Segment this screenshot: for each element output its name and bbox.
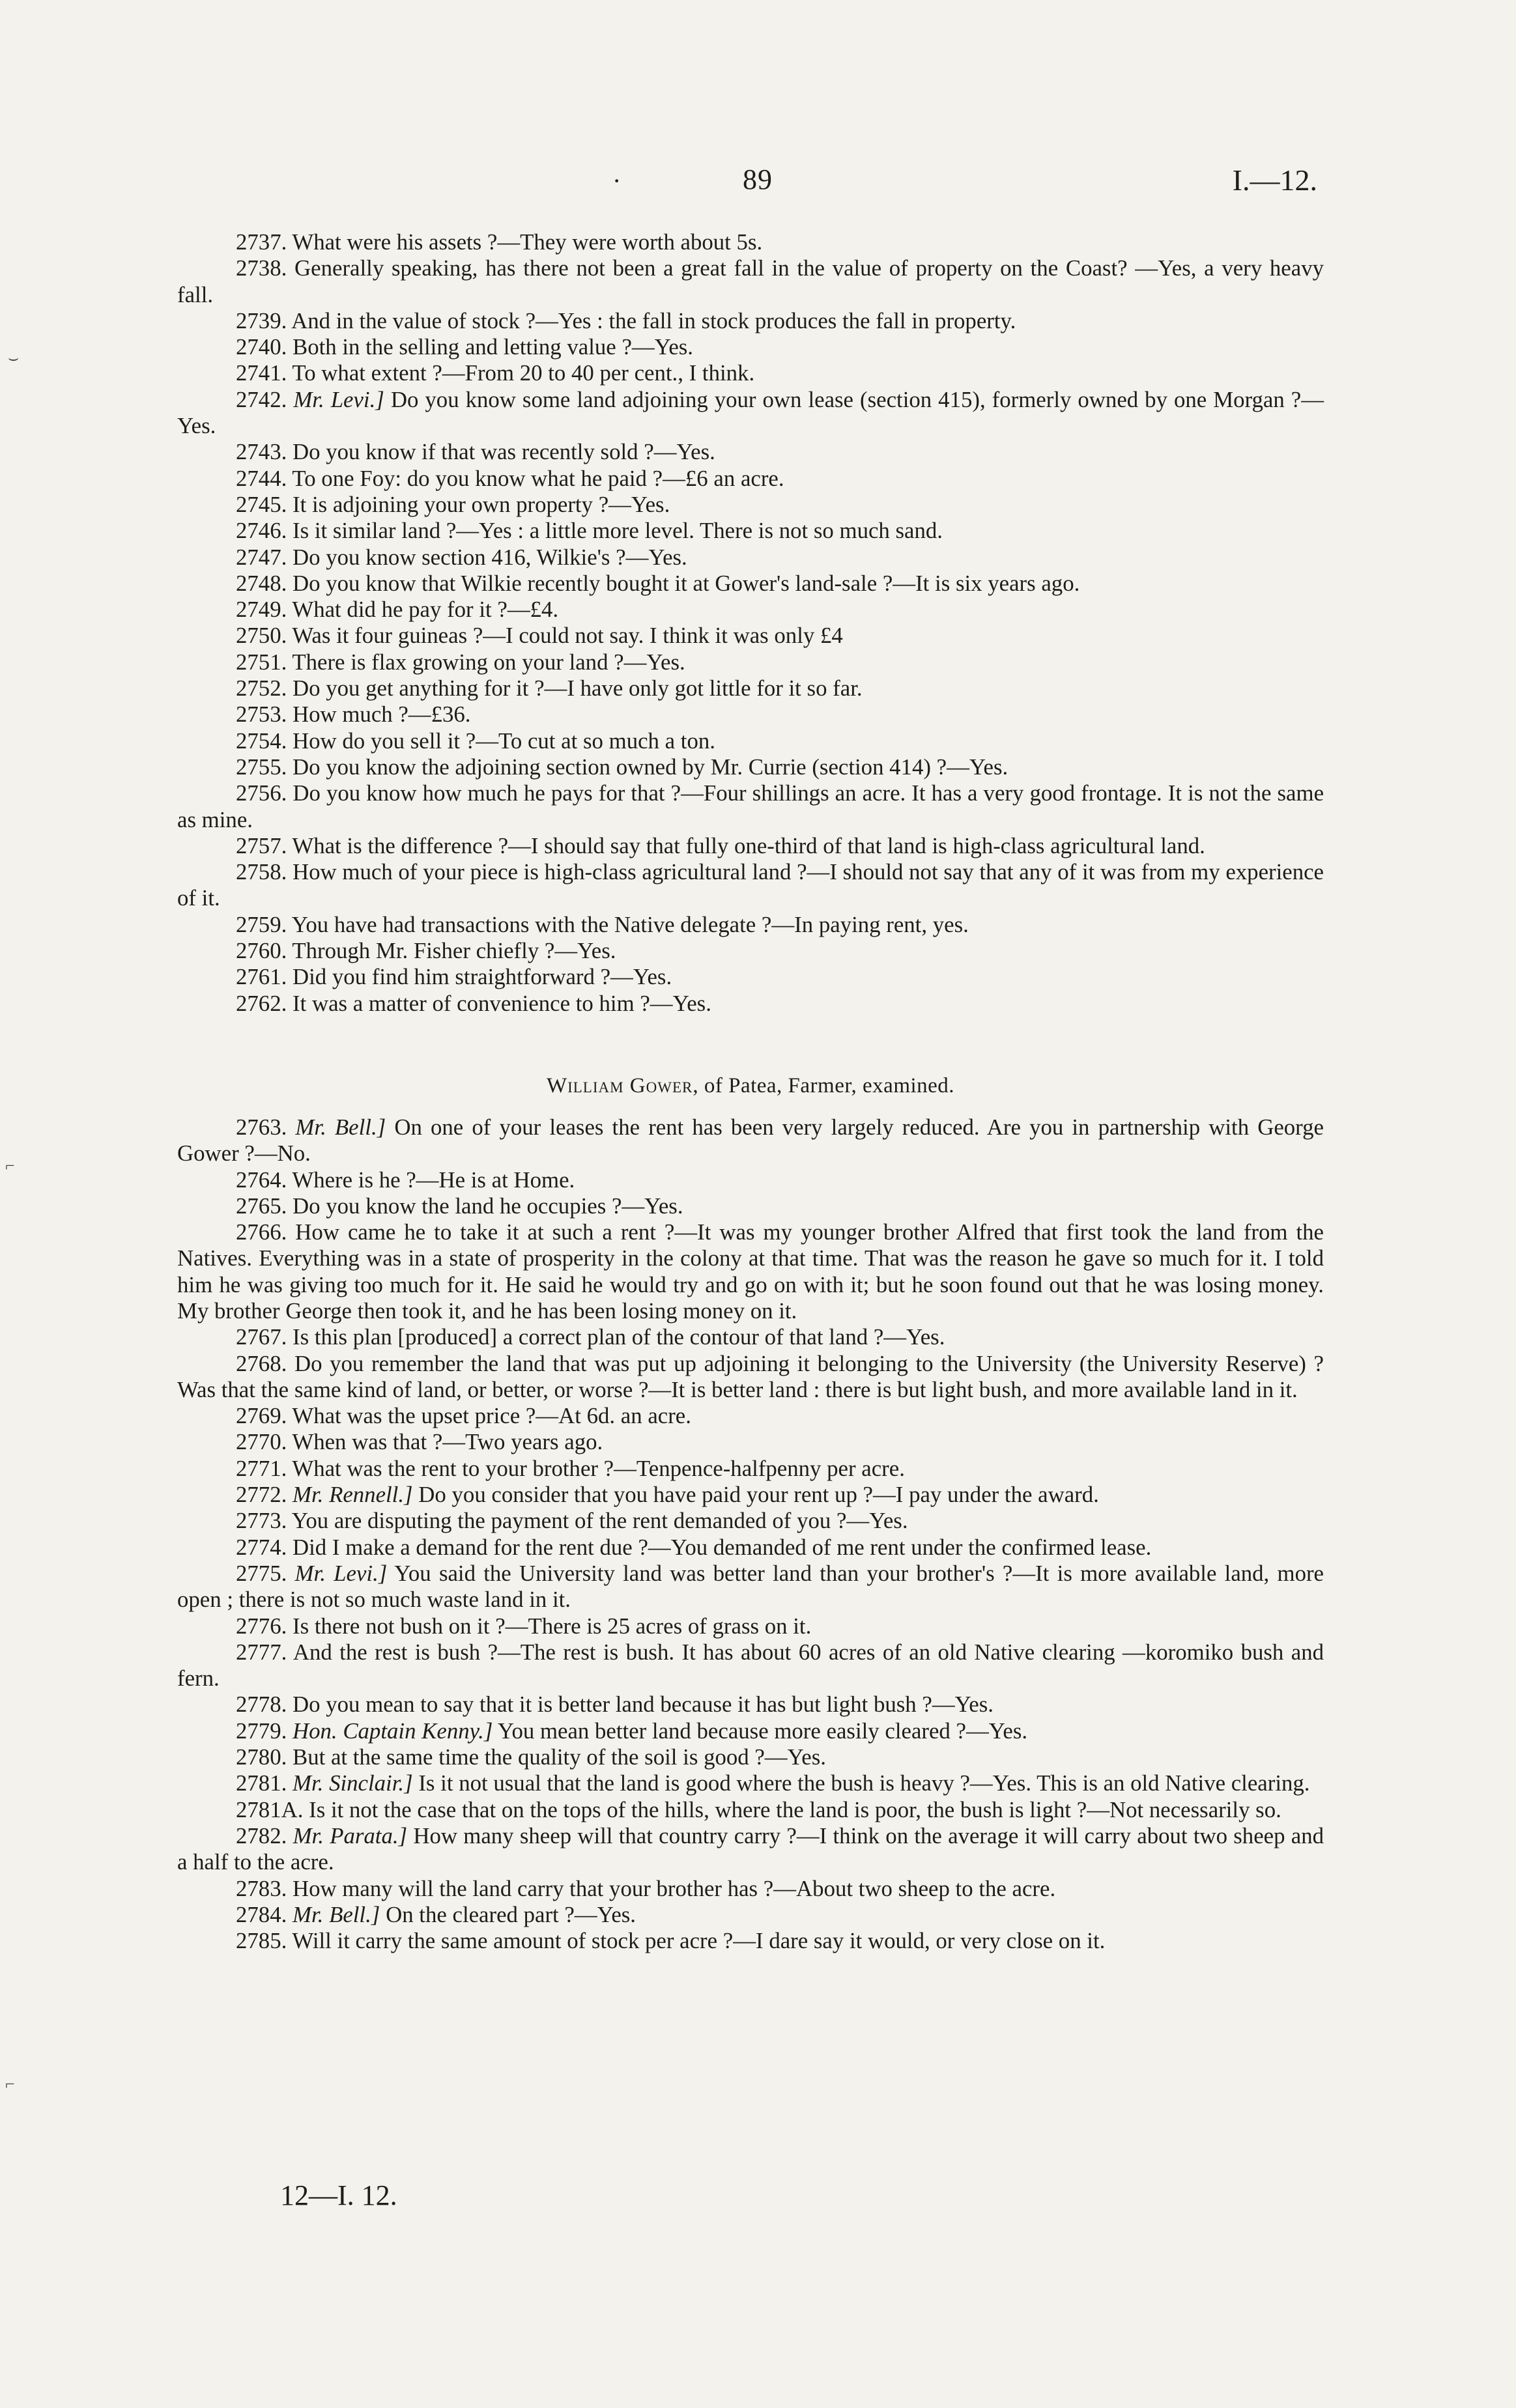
question-number: 2756. bbox=[236, 780, 287, 806]
question-answer bbox=[177, 1219, 1324, 1324]
question-number: 2776. bbox=[236, 1613, 287, 1639]
question-answer bbox=[177, 1613, 1324, 1639]
question-answer bbox=[177, 1508, 1324, 1534]
question-number: 2748. bbox=[236, 570, 287, 596]
question-text: But at the same time the quality of the soil is good ?—Yes. bbox=[293, 1744, 826, 1770]
question-answer bbox=[177, 360, 1324, 386]
question-number: 2755. bbox=[236, 754, 287, 780]
question-text: Do you know that Wilkie recently bought it at Gower's land-sale ?—It is six years ago. bbox=[293, 570, 1080, 596]
witness-description: , of Patea, Farmer, examined. bbox=[693, 1073, 955, 1098]
signature-mark: 12—I. 12. bbox=[280, 2179, 397, 2211]
question-text: Do you know the adjoining section owned by Mr. Currie (section 414) ?—Yes. bbox=[293, 754, 1008, 780]
speaker: Mr. Bell.] bbox=[293, 1901, 380, 1927]
question-number: 2763. bbox=[236, 1114, 287, 1140]
question-answer bbox=[177, 1928, 1324, 1954]
question-number: 2778. bbox=[236, 1692, 287, 1718]
question-text: Is this plan [produced] a correct plan of the contour of that land ?—Yes. bbox=[293, 1324, 945, 1350]
question-answer bbox=[177, 255, 1324, 308]
question-answer bbox=[177, 1823, 1324, 1876]
question-number: 2772. bbox=[236, 1482, 287, 1508]
question-number: 2784. bbox=[236, 1901, 287, 1927]
question-number: 2782. bbox=[236, 1822, 287, 1848]
question-number: 2739. bbox=[236, 307, 287, 333]
question-text: You mean better land because more easily cleared ?—Yes. bbox=[497, 1718, 1028, 1744]
witness-name: William Gower bbox=[546, 1073, 693, 1098]
question-answer bbox=[177, 1876, 1324, 1902]
question-answer bbox=[177, 1770, 1324, 1796]
question-number: 2758. bbox=[236, 859, 287, 885]
question-answer bbox=[177, 1351, 1324, 1404]
question-number: 2747. bbox=[236, 544, 287, 570]
question-answer bbox=[177, 833, 1324, 859]
question-answer bbox=[177, 754, 1324, 780]
question-number: 2779. bbox=[236, 1718, 287, 1744]
question-number: 2757. bbox=[236, 832, 287, 858]
question-text: What is the difference ?—I should say that fully one-third of that land is high-class agricultural land. bbox=[292, 832, 1205, 858]
question-answer bbox=[177, 1718, 1324, 1744]
speaker: Mr. Bell.] bbox=[295, 1114, 386, 1140]
question-answer bbox=[177, 1535, 1324, 1561]
question-text: How came he to take it at such a rent ?—It was my younger brother Alfred that first took the land from the Natives. Everything was in a state of prosperity in the colony at that time. That was the reason he gave so much for it. I told him he was giving too much for it. He said he would try and go on with it; but he soon found out that he was losing money. My brother George then took it, and he has been losing money on it. bbox=[177, 1219, 1324, 1324]
question-number: 2762. bbox=[236, 990, 287, 1016]
question-answer bbox=[177, 1482, 1324, 1508]
question-number: 2742. bbox=[236, 386, 287, 412]
question-number: 2769. bbox=[236, 1403, 287, 1429]
question-answer bbox=[177, 1692, 1324, 1718]
question-text: It is adjoining your own property ?—Yes. bbox=[293, 491, 670, 517]
speaker: Mr. Levi.] bbox=[293, 386, 384, 412]
question-text: It was a matter of convenience to him ?—Yes. bbox=[293, 990, 711, 1016]
question-number: 2759. bbox=[236, 911, 287, 937]
question-number: 2741. bbox=[236, 360, 287, 386]
question-text: Do you mean to say that it is better land because it has but light bush ?—Yes. bbox=[293, 1692, 994, 1718]
speaker: Mr. Parata.] bbox=[293, 1822, 408, 1848]
question-text: Do you know the land he occupies ?—Yes. bbox=[293, 1193, 683, 1219]
question-answer bbox=[177, 466, 1324, 492]
question-number: 2743. bbox=[236, 439, 287, 465]
question-number: 2785. bbox=[236, 1928, 287, 1954]
question-text: You are disputing the payment of the rent demanded of you ?—Yes. bbox=[291, 1508, 908, 1534]
question-number: 2780. bbox=[236, 1744, 287, 1770]
question-answer bbox=[177, 1902, 1324, 1928]
question-answer bbox=[177, 1193, 1324, 1219]
question-answer bbox=[177, 387, 1324, 440]
question-answer bbox=[177, 1429, 1324, 1455]
question-answer bbox=[177, 439, 1324, 465]
question-answer bbox=[177, 964, 1324, 990]
question-number: 2760. bbox=[236, 938, 287, 964]
question-text: Did I make a demand for the rent due ?—You demanded of me rent under the confirmed lease. bbox=[293, 1534, 1152, 1560]
question-text: On the cleared part ?—Yes. bbox=[386, 1901, 636, 1927]
question-answer bbox=[177, 545, 1324, 571]
question-answer bbox=[177, 1403, 1324, 1429]
question-text: What were his assets ?—They were worth about 5s. bbox=[292, 229, 763, 255]
question-text: And in the value of stock ?—Yes : the fall in stock produces the fall in property. bbox=[291, 307, 1016, 333]
question-answer bbox=[177, 623, 1324, 649]
question-text: Is it similar land ?—Yes : a little more level. There is not so much sand. bbox=[293, 518, 943, 544]
question-text: Do you get anything for it ?—I have only got little for it so far. bbox=[293, 675, 863, 701]
question-text: How much of your piece is high-class agricultural land ?—I should not say that any of it was from my experience of it. bbox=[177, 859, 1324, 911]
question-number: 2749. bbox=[236, 597, 287, 623]
question-number: 2750. bbox=[236, 623, 287, 649]
question-number: 2746. bbox=[236, 518, 287, 544]
question-text: Do you remember the land that was put up adjoining it belonging to the University (the University Reserve) ? Was that the same kind of land, or better, or worse ?—It is better land : there is but light bush, and more available land in it. bbox=[177, 1350, 1324, 1402]
question-answer bbox=[177, 1114, 1324, 1167]
question-answer bbox=[177, 1744, 1324, 1770]
question-answer bbox=[177, 308, 1324, 334]
question-text: What was the upset price ?—At 6d. an acre. bbox=[292, 1403, 691, 1429]
question-answer bbox=[177, 597, 1324, 623]
question-answer bbox=[177, 649, 1324, 675]
question-number: 2766. bbox=[236, 1219, 287, 1245]
speaker: Mr. Rennell.] bbox=[293, 1482, 413, 1508]
question-text: Is there not bush on it ?—There is 25 acres of grass on it. bbox=[293, 1613, 812, 1639]
question-text: Do you know if that was recently sold ?—Yes. bbox=[293, 439, 715, 465]
question-text: Generally speaking, has there not been a great fall in the value of property on the Coast? —Yes, a very heavy fall. bbox=[177, 255, 1324, 307]
examination-block-1 bbox=[177, 229, 1324, 1017]
question-answer bbox=[177, 1561, 1324, 1613]
question-answer bbox=[177, 1456, 1324, 1482]
question-text: Do you consider that you have paid your rent up ?—I pay under the award. bbox=[418, 1482, 1099, 1508]
speaker: Mr. Levi.] bbox=[294, 1560, 388, 1586]
question-answer bbox=[177, 701, 1324, 728]
question-text: Did you find him straightforward ?—Yes. bbox=[293, 964, 672, 990]
question-answer bbox=[177, 1797, 1324, 1823]
question-text: Is it not usual that the land is good where the bush is heavy ?—Yes. This is an old Native clearing. bbox=[418, 1770, 1310, 1796]
question-answer bbox=[177, 912, 1324, 938]
question-number: 2777. bbox=[236, 1639, 287, 1665]
question-text: You have had transactions with the Native delegate ?—In paying rent, yes. bbox=[291, 911, 969, 937]
question-answer bbox=[177, 229, 1324, 255]
question-answer bbox=[177, 780, 1324, 833]
margin-mark: ⌐ bbox=[5, 2075, 15, 2093]
question-text: Both in the selling and letting value ?—Yes. bbox=[293, 334, 694, 360]
question-number: 2753. bbox=[236, 701, 287, 728]
speaker: Mr. Sinclair.] bbox=[293, 1770, 413, 1796]
question-number: 2771. bbox=[236, 1455, 287, 1481]
question-answer bbox=[177, 334, 1324, 360]
question-text: Was it four guineas ?—I could not say. I think it was only £4 bbox=[292, 623, 843, 649]
question-text: There is flax growing on your land ?—Yes. bbox=[292, 649, 685, 675]
question-text: Through Mr. Fisher chiefly ?—Yes. bbox=[292, 938, 616, 964]
question-text: And the rest is bush ?—The rest is bush. It has about 60 acres of an old Native clearing —koromiko bush and fern. bbox=[177, 1639, 1324, 1692]
question-number: 2783. bbox=[236, 1875, 287, 1901]
question-text: Where is he ?—He is at Home. bbox=[292, 1167, 575, 1193]
question-answer bbox=[177, 938, 1324, 964]
question-number: 2764. bbox=[236, 1167, 287, 1193]
question-answer bbox=[177, 492, 1324, 518]
margin-mark: ⌐ bbox=[5, 1156, 15, 1175]
question-number: 2781. bbox=[236, 1770, 287, 1796]
document-body bbox=[177, 229, 1324, 1954]
question-number: 2754. bbox=[236, 728, 287, 754]
question-number: 2737. bbox=[236, 229, 287, 255]
question-number: 2775. bbox=[236, 1560, 287, 1586]
question-text: To what extent ?—From 20 to 40 per cent., I think. bbox=[292, 360, 755, 386]
speaker: Hon. Captain Kenny.] bbox=[293, 1718, 493, 1744]
question-number: 2752. bbox=[236, 675, 287, 701]
question-text: Do you know how much he pays for that ?—Four shillings an acre. It has a very good frontage. It is not the same as mine. bbox=[177, 780, 1324, 832]
question-number: 2768. bbox=[236, 1350, 287, 1376]
question-number: 2774. bbox=[236, 1534, 287, 1560]
question-text: You said the University land was better land than your brother's ?—It is more available land, more open ; there is not so much waste land in it. bbox=[177, 1560, 1324, 1613]
question-number: 2751. bbox=[236, 649, 287, 675]
question-number: 2765. bbox=[236, 1193, 287, 1219]
question-text: How much ?—£36. bbox=[293, 701, 471, 728]
question-answer bbox=[177, 675, 1324, 701]
question-answer bbox=[177, 518, 1324, 544]
question-number: 2770. bbox=[236, 1429, 287, 1455]
question-answer bbox=[177, 859, 1324, 912]
question-number: 2767. bbox=[236, 1324, 287, 1350]
question-number: 2773. bbox=[236, 1508, 287, 1534]
document-reference: I.—12. bbox=[1232, 163, 1317, 197]
question-text: What did he pay for it ?—£4. bbox=[292, 597, 559, 623]
question-answer bbox=[177, 1167, 1324, 1193]
question-number: 2744. bbox=[236, 465, 287, 491]
question-text: How many will the land carry that your brother has ?—About two sheep to the acre. bbox=[293, 1875, 1056, 1901]
question-text: How many sheep will that country carry ?—I think on the average it will carry about two sheep and a half to the acre. bbox=[177, 1822, 1324, 1875]
question-answer bbox=[177, 1324, 1324, 1350]
question-answer bbox=[177, 991, 1324, 1017]
examination-block-2 bbox=[177, 1114, 1324, 1955]
margin-mark: ⌣ bbox=[8, 348, 20, 367]
question-number: 2740. bbox=[236, 334, 287, 360]
question-text: How do you sell it ?—To cut at so much a ton. bbox=[293, 728, 715, 754]
question-text: What was the rent to your brother ?—Tenpence-halfpenny per acre. bbox=[292, 1455, 905, 1481]
question-number: 2761. bbox=[236, 964, 287, 990]
question-text: To one Foy: do you know what he paid ?—£6 an acre. bbox=[292, 465, 784, 491]
header-dot: · bbox=[612, 166, 622, 195]
question-answer bbox=[177, 571, 1324, 597]
question-number: 2738. bbox=[236, 255, 287, 281]
question-text: Do you know section 416, Wilkie's ?—Yes. bbox=[293, 544, 687, 570]
question-number: 2745. bbox=[236, 491, 287, 517]
question-answer bbox=[177, 1639, 1324, 1692]
question-text: Will it carry the same amount of stock per acre ?—I dare say it would, or very close on it. bbox=[292, 1928, 1106, 1954]
question-text: Is it not the case that on the tops of the hills, where the land is poor, the bush is light ?—Not necessarily so. bbox=[309, 1796, 1281, 1822]
witness-heading bbox=[177, 1073, 1324, 1099]
question-text: Do you know some land adjoining your own lease (section 415), formerly owned by one Morgan ?—Yes. bbox=[177, 386, 1324, 439]
question-number: 2781A. bbox=[236, 1796, 304, 1822]
question-text: When was that ?—Two years ago. bbox=[292, 1429, 603, 1455]
question-answer bbox=[177, 728, 1324, 754]
page-number: 89 bbox=[743, 163, 773, 195]
question-text: On one of your leases the rent has been very largely reduced. Are you in partnership with George Gower ?—No. bbox=[177, 1114, 1324, 1167]
